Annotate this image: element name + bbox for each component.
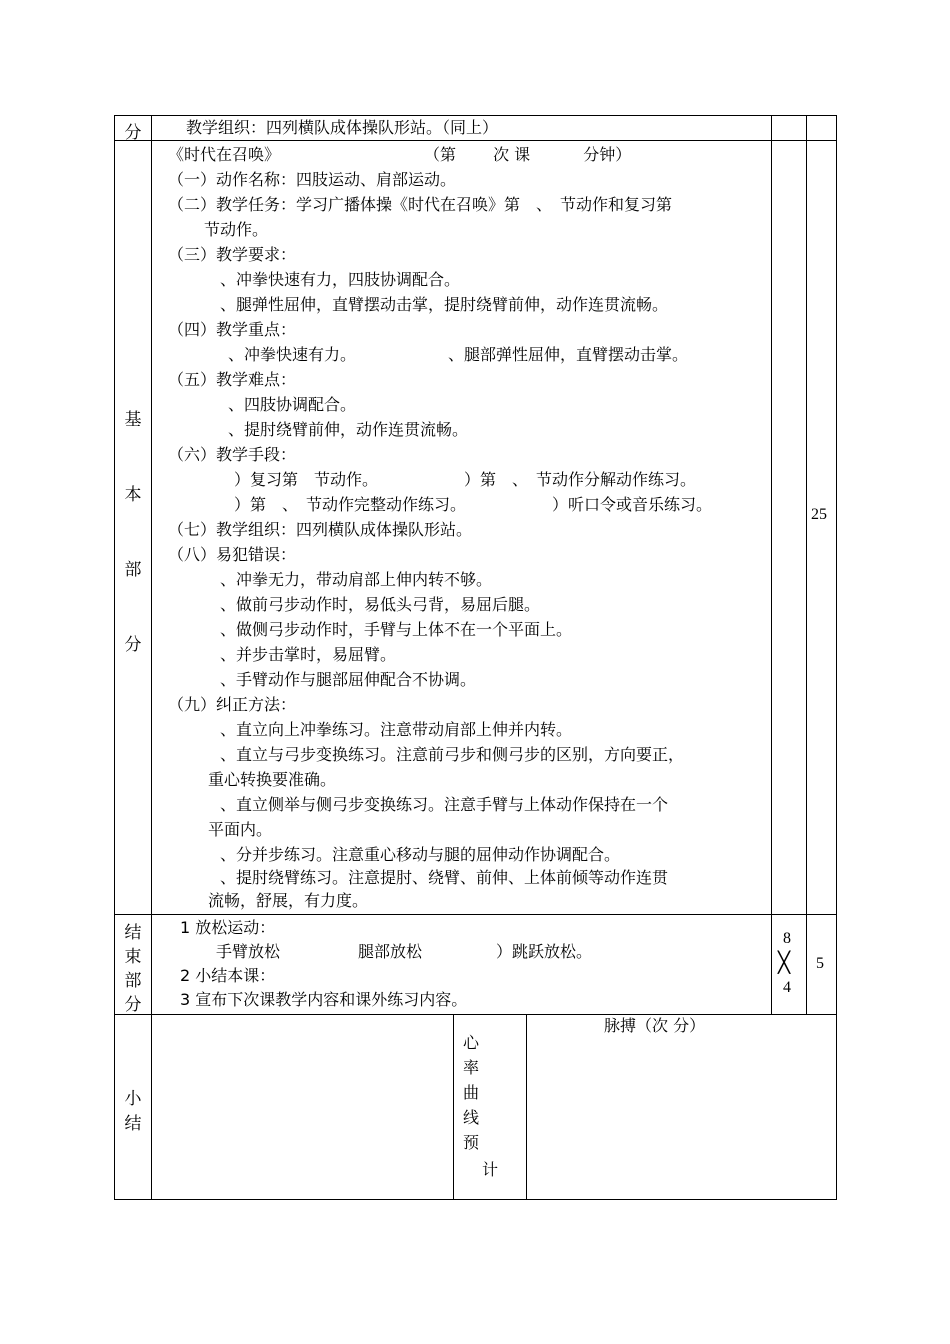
content-line: 、分并步练习。注意重心移动与腿的屈伸动作协调配合。 [220, 845, 621, 864]
rule-right [836, 115, 837, 1200]
heart-char-1: 心 [463, 1033, 480, 1052]
content-line: 、提肘绕臂前伸，动作连贯流畅。 [228, 420, 469, 439]
content-line: 、腿弹性屈伸，直臂摆动击掌，提肘绕臂前伸，动作连贯流畅。 [220, 295, 669, 314]
content-line: （七）教学组织：四列横队成体操队形站。 [168, 520, 473, 539]
heart-char-3: 曲 [463, 1083, 480, 1102]
summary-char-2: 结 [124, 1114, 142, 1134]
end-line: 2 小结本课： [180, 966, 276, 985]
rule-minutes-col [806, 115, 807, 1015]
content-line: 、做前弓步动作时，易低头弓背，易屈后腿。 [220, 595, 541, 614]
rule-row1 [114, 140, 836, 141]
basic-part-char-2: 本 [124, 485, 142, 505]
rule-heart-right [526, 1014, 527, 1200]
content-line: 、冲拳快速有力。 [228, 345, 357, 364]
content-line: 、做侧弓步动作时，手臂与上体不在一个平面上。 [220, 620, 573, 639]
content-line: ）听口令或音乐练习。 [552, 495, 713, 514]
end-line: 3 宣布下次课教学内容和课外练习内容。 [180, 990, 468, 1009]
reps-bottom: 4 [783, 979, 791, 996]
rule-section-col [151, 115, 152, 1200]
content-line: 、直立与弓步变换练习。注意前弓步和侧弓步的区别，方向要正， [220, 745, 685, 764]
heart-char-5: 预 [463, 1133, 480, 1152]
rule-top [114, 115, 836, 116]
heart-char-6: 计 [482, 1160, 499, 1179]
rule-row3 [114, 1014, 836, 1015]
content-line: 节动作。 [204, 220, 269, 239]
content-line: 流畅，舒展，有力度。 [208, 891, 369, 910]
content-line: 、提肘绕臂练习。注意提肘、绕臂、前伸、上体前倾等动作连贯 [220, 868, 669, 887]
rule-heart-left [453, 1014, 454, 1200]
content-line: ）复习第 节动作。 [234, 470, 379, 489]
end-line: 1 放松运动： [180, 918, 276, 937]
end-line: 手臂放松 [216, 942, 281, 961]
content-line: 、冲拳快速有力，四肢协调配合。 [220, 270, 461, 289]
basic-part-minutes: 25 [811, 506, 827, 523]
end-part-char-3: 部 [124, 971, 142, 991]
content-line: 、并步击掌时，易屈臂。 [220, 645, 397, 664]
end-line: 腿部放松 [358, 942, 423, 961]
basic-part-char-4: 分 [124, 635, 142, 655]
pulse-label: 脉搏（次 分） [604, 1016, 706, 1035]
content-line: 、四肢协调配合。 [228, 395, 357, 414]
lesson-session: （第 次 课 分钟） [424, 145, 632, 164]
content-line: 、直立侧举与侧弓步变换练习。注意手臂与上体动作保持在一个 [220, 795, 669, 814]
rule-left [114, 115, 115, 1200]
content-line: 、手臂动作与腿部屈伸配合不协调。 [220, 670, 477, 689]
content-line: （五）教学难点： [168, 370, 297, 389]
content-line: （四）教学重点： [168, 320, 297, 339]
content-line: 、直立向上冲拳练习。注意带动肩部上伸并内转。 [220, 720, 573, 739]
content-line: 、冲拳无力，带动肩部上伸内转不够。 [220, 570, 493, 589]
content-line: ）第 、 节动作完整动作练习。 [234, 495, 467, 514]
top-row-text: 教学组织：四列横队成体操队形站。（同上） [186, 118, 499, 137]
content-line: 重心转换要准确。 [208, 770, 337, 789]
content-line: （三）教学要求： [168, 245, 297, 264]
heart-char-2: 率 [463, 1058, 480, 1077]
rule-reps-col [771, 115, 772, 1015]
content-line: 、腿部弹性屈伸，直臂摆动击掌。 [448, 345, 689, 364]
content-line: （一）动作名称：四肢运动、肩部运动。 [168, 170, 457, 189]
lesson-title: 《时代在召唤》 [168, 145, 281, 164]
reps-sign: ╳ [778, 950, 791, 974]
end-part-minutes: 5 [816, 955, 824, 972]
content-line: （八）易犯错误： [168, 545, 297, 564]
end-part-char-4: 分 [124, 995, 142, 1015]
content-line: （二）教学任务：学习广播体操《时代在召唤》第 、 节动作和复习第 [168, 195, 673, 214]
rule-bottom [114, 1199, 836, 1200]
summary-char-1: 小 [124, 1089, 142, 1109]
end-part-char-1: 结 [124, 923, 142, 943]
end-part-char-2: 束 [124, 947, 142, 967]
reps-top: 8 [783, 930, 791, 947]
rule-row2 [114, 914, 836, 915]
content-line: 平面内。 [208, 820, 273, 839]
top-row-section-label: 分 [124, 123, 142, 143]
basic-part-char-3: 部 [124, 560, 142, 580]
end-line: ）跳跃放松。 [496, 942, 593, 961]
basic-part-char-1: 基 [124, 410, 142, 430]
content-line: （九）纠正方法： [168, 695, 297, 714]
content-line: ）第 、 节动作分解动作练习。 [464, 470, 697, 489]
heart-char-4: 线 [463, 1108, 480, 1127]
content-line: （六）教学手段： [168, 445, 297, 464]
